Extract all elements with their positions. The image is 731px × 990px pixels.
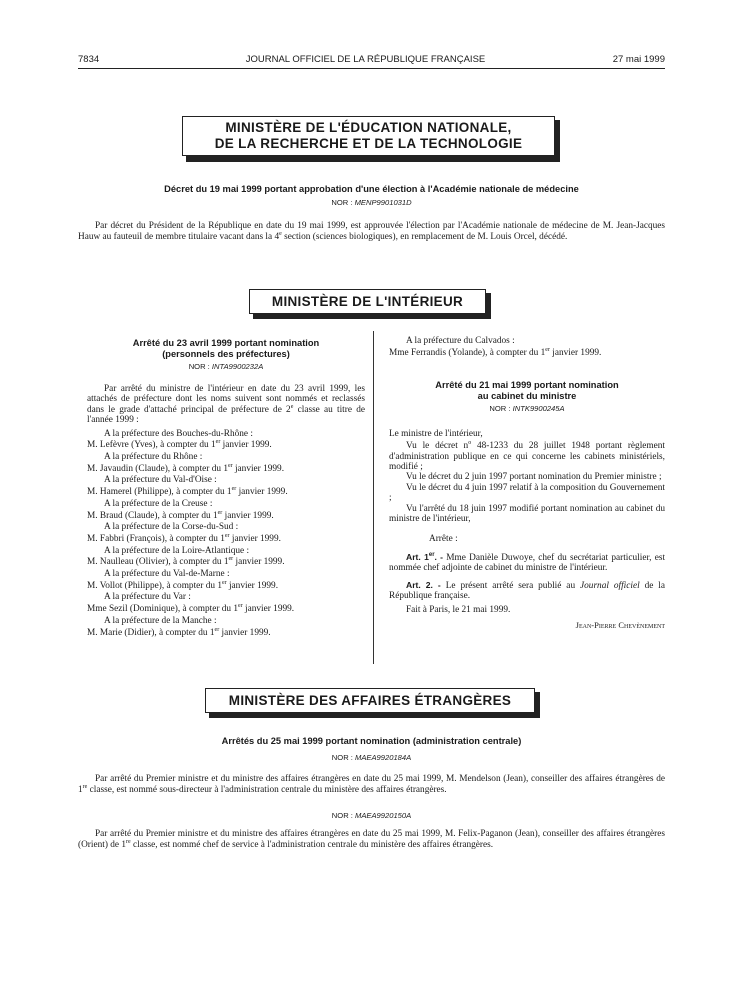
article-2-label: Art. 2. - xyxy=(406,579,441,590)
nor-reference-1 xyxy=(78,753,665,763)
nor-code: INTA9900232A xyxy=(211,362,264,371)
nominee-name: M. Javaudin (Claude), à compter du 1er janvier 1999. xyxy=(87,462,285,474)
article-1-text: Mme Danièle Duwoye, chef du secrétariat particulier, est nommée chef adjointe de cabinet du ministre de l'intérieur. xyxy=(389,553,666,574)
preamble-decree-pm: Vu le décret du 2 juin 1997 portant nomination du Premier ministre ; xyxy=(406,472,662,483)
arrete-title-line1: Arrêté du 23 avril 1999 portant nomination xyxy=(132,338,320,348)
prefecture-label: A la préfecture de la Loire-Atlantique : xyxy=(104,545,250,556)
prefecture-label: A la préfecture du Calvados : xyxy=(406,336,515,346)
prefecture-label: A la préfecture du Var : xyxy=(104,592,191,603)
nomination-list xyxy=(87,429,365,640)
decree-body: Par décret du Président de la République en date du 19 mai 1999, est approuvée l'élection par l'Académie nationale de médecine de M. Jean-Jacques Hauw au fauteuil de membre titulaire vacant dans la 4e section (sciences biologiques), en remplacement de M. Louis Orcel, décédé. xyxy=(78,221,665,243)
column-divider xyxy=(373,331,374,664)
nominee-name: Mme Sezil (Dominique), à compter du 1er janvier 1999. xyxy=(87,603,295,615)
arrete-title-line2: (personnels des préfectures) xyxy=(162,349,290,359)
preamble-decree-gov: Vu le décret du 4 juin 1997 relatif à la composition du Gouvernement ; xyxy=(389,482,665,504)
arrete-title-line2: au cabinet du ministre xyxy=(477,391,577,402)
arrete-title xyxy=(87,338,365,360)
ministry-box-foreign-affairs xyxy=(205,688,535,713)
preamble-minister: Le ministre de l'intérieur, xyxy=(389,429,483,440)
ministry-name: MINISTÈRE DE L'INTÉRIEUR xyxy=(271,293,464,309)
nominee-name: M. Vollot (Philippe), à compter du 1er janvier 1999. xyxy=(87,579,279,591)
article-2 xyxy=(389,580,665,602)
journal-title: JOURNAL OFFICIEL DE LA RÉPUBLIQUE FRANÇAISE xyxy=(245,54,486,65)
prefecture-label: A la préfecture du Val-de-Marne : xyxy=(104,569,230,580)
arretes-title: Arrêtés du 25 mai 1999 portant nomination (administration centrale) xyxy=(221,736,522,746)
article-1-label: Art. 1er. - xyxy=(406,552,444,563)
nominee-name: M. Braud (Claude), à compter du 1er janvier 1999. xyxy=(87,509,274,521)
prefecture-label: A la préfecture de la Creuse : xyxy=(104,498,213,509)
nor-code: MENP9901031D xyxy=(354,198,412,207)
ministry-name-line2: DE LA RECHERCHE ET DE LA TECHNOLOGIE xyxy=(214,136,523,151)
signature: Jean-Pierre Chevènement xyxy=(575,620,665,631)
preamble-arrete-cabinet: Vu l'arrêté du 18 juin 1997 modifié portant nomination au cabinet du ministre de l'intérieur, xyxy=(389,503,665,524)
nominee-name: M. Hamerel (Philippe), à compter du 1er janvier 1999. xyxy=(87,486,288,498)
prefecture-label: A la préfecture de la Manche : xyxy=(104,615,217,626)
ministry-name: MINISTÈRE DES AFFAIRES ÉTRANGÈRES xyxy=(228,692,512,708)
nominee-name: Mme Ferrandis (Yolande), à compter du 1er janvier 1999. xyxy=(389,346,602,358)
nominee-name: M. Fabbri (François), à compter du 1er janvier 1999. xyxy=(87,532,281,544)
nor-label: NOR : xyxy=(489,404,511,414)
issue-date: 27 mai 1999 xyxy=(612,54,665,65)
nor-label: NOR : xyxy=(331,753,353,762)
arrete-heading: Arrête : xyxy=(429,534,458,545)
left-column xyxy=(87,338,365,639)
nor-code: MAEA9920150A xyxy=(355,811,412,820)
prefecture-label: A la préfecture du Val-d'Oise : xyxy=(104,475,217,486)
ministry-name-line1: MINISTÈRE DE L'ÉDUCATION NATIONALE, xyxy=(225,120,512,135)
nominee-name: M. Marie (Didier), à compter du 1er janvier 1999. xyxy=(87,626,271,638)
page-number: 7834 xyxy=(78,54,100,65)
nominee-name: M. Lefèvre (Yves), à compter du 1er janvier 1999. xyxy=(87,439,272,451)
prefecture-label: A la préfecture du Rhône : xyxy=(104,452,203,463)
decree-title: Décret du 19 mai 1999 portant approbation d'une élection à l'Académie nationale de médecine xyxy=(164,184,579,194)
nominee-name: M. Naulleau (Olivier), à compter du 1er janvier 1999. xyxy=(87,556,285,568)
journal-officiel-ref: Journal officiel xyxy=(580,580,640,591)
arrete-felix-paganon: Par arrêté du Premier ministre et du ministre des affaires étrangères en date du 25 mai 1999, M. Felix-Paganon (Jean), conseiller des affaires étrangères (Orient) de 1re classe, est nommé chef de service à l'administration centrale du ministère des affaires étrangères. xyxy=(78,829,665,851)
arrete-intro: Par arrêté du ministre de l'intérieur en date du 23 avril 1999, les attachés de préfecture dont les noms suivent sont nommés et reclassés dans le grade d'attaché principal de préfecture de 2e classe au titre de l'année 1999 : xyxy=(87,384,365,426)
nor-label: NOR : xyxy=(331,811,353,820)
nor-code: MAEA9920184A xyxy=(355,753,412,762)
header-rule xyxy=(78,68,665,69)
nor-label: NOR : xyxy=(331,198,353,207)
arrete-title xyxy=(389,380,665,402)
prefecture-label: A la préfecture des Bouches-du-Rhône : xyxy=(104,428,253,439)
prefecture-label: A la préfecture de la Corse-du-Sud : xyxy=(104,522,239,533)
preamble-decree-1948: Vu le décret $n^o$ 48-1233 du 28 juillet 1948 portant règlement d'administration publique en ce qui concerne les cabinets ministériels, modifié ; xyxy=(389,440,666,472)
article-2-text-end: de la République française. xyxy=(389,580,665,602)
article-2-text: Le présent arrêté sera publié au xyxy=(445,580,576,591)
article-1 xyxy=(389,552,665,574)
arrete-title-line1: Arrêté du 21 mai 1999 portant nomination xyxy=(435,380,619,391)
nor-reference xyxy=(78,198,665,208)
nor-code: INTK9900245A xyxy=(512,404,565,414)
nor-reference xyxy=(389,404,665,414)
ministry-box-education xyxy=(182,116,555,156)
arrete-mendelson: Par arrêté du Premier ministre et du ministre des affaires étrangères en date du 25 mai 1999, M. Mendelson (Jean), conseiller des affaires étrangères de 1re classe, est nommé sous-directeur à l'administration centrale du ministère des affaires étrangères. xyxy=(78,774,665,796)
place-date: Fait à Paris, le 21 mai 1999. xyxy=(406,604,511,615)
nor-label: NOR : xyxy=(188,362,210,371)
right-column xyxy=(389,336,665,632)
nor-reference-2 xyxy=(78,811,665,821)
ministry-box-interior xyxy=(249,289,486,314)
nor-reference xyxy=(87,362,365,372)
